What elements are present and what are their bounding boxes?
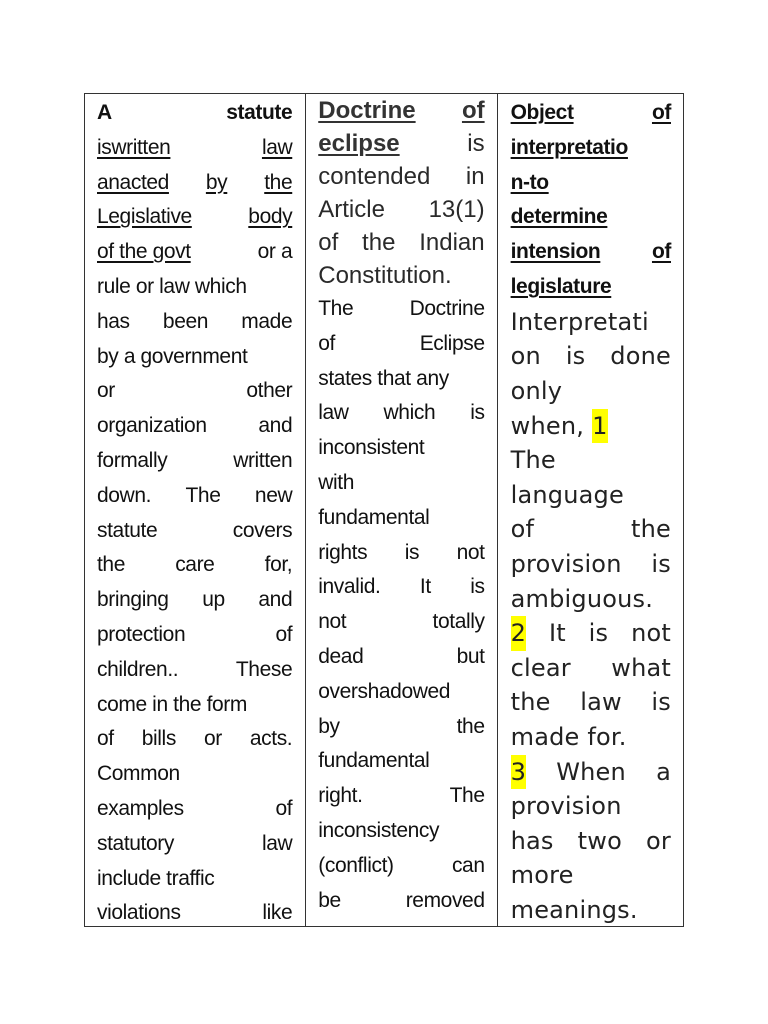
line <box>318 259 484 292</box>
body-text: rule or law which <box>97 274 247 298</box>
line <box>318 849 484 884</box>
line <box>318 744 484 779</box>
doctrine-intro <box>318 94 484 292</box>
line <box>511 512 671 547</box>
body-text: meanings. <box>510 895 638 924</box>
body-word: of <box>510 515 535 544</box>
heading-word: of <box>461 97 485 124</box>
line <box>318 160 484 193</box>
body-word: of <box>318 331 335 355</box>
body-word: made <box>241 309 293 333</box>
interpretation-heading <box>511 94 671 305</box>
line <box>511 200 671 235</box>
body-word: right. <box>318 784 363 808</box>
line <box>511 685 671 720</box>
body-text: fundamental <box>318 505 430 529</box>
line <box>97 653 292 688</box>
body-word: Doctrine <box>409 297 485 320</box>
definition-word: law <box>261 135 293 159</box>
heading-word: Doctrine <box>318 97 416 124</box>
heading-word: statute <box>226 101 293 124</box>
intro-word: the <box>362 229 396 256</box>
body-word: other <box>246 379 293 403</box>
line <box>318 640 484 675</box>
interpretation-body <box>511 305 671 926</box>
intro-word: Indian <box>419 229 485 256</box>
heading-word: of <box>651 101 671 124</box>
definition-word: Legislative <box>97 205 192 229</box>
line <box>511 235 671 270</box>
line <box>511 374 671 409</box>
body-word: and <box>258 588 293 612</box>
line <box>511 166 671 201</box>
line <box>318 779 484 814</box>
body-word: which <box>383 401 436 425</box>
line <box>318 327 484 362</box>
body-text: inconsistency <box>318 818 440 842</box>
line <box>318 814 484 849</box>
body-word: violations <box>97 901 181 925</box>
body-word: of <box>97 727 114 751</box>
line <box>318 292 484 327</box>
line <box>97 862 292 897</box>
body-text: fundamental <box>318 749 430 773</box>
cell-doctrine-of-eclipse <box>305 94 496 926</box>
body-word: statute <box>97 518 158 542</box>
body-word: the <box>97 553 125 577</box>
line <box>511 547 671 582</box>
line <box>318 396 484 431</box>
body-word: what <box>611 653 671 682</box>
body-word: law <box>318 401 349 425</box>
body-text: Interpretati <box>510 307 649 336</box>
body-word: or <box>97 379 115 403</box>
line <box>318 570 484 605</box>
highlighted-number-1: 1 <box>592 409 607 444</box>
body-word: of <box>275 796 293 820</box>
line <box>511 858 671 893</box>
line <box>97 305 292 340</box>
line <box>97 827 292 862</box>
body-word: the <box>456 714 485 738</box>
body-word: is <box>651 549 671 578</box>
body-word: new <box>254 483 293 507</box>
body-word: is <box>565 342 586 371</box>
body-word: examples <box>97 796 184 820</box>
line <box>318 226 484 259</box>
body-word: not <box>631 619 671 648</box>
line <box>511 789 671 824</box>
body-text: overshadowed <box>318 679 451 703</box>
body-word: When <box>556 757 626 786</box>
body-word: the <box>631 515 671 544</box>
line <box>318 501 484 536</box>
body-text: come in the form <box>97 692 247 716</box>
line <box>511 305 671 340</box>
line <box>318 884 484 919</box>
intro-word: 13(1) <box>428 196 485 223</box>
line <box>97 409 292 444</box>
intro-word: Constitution. <box>318 262 452 289</box>
body-word: These <box>235 657 293 681</box>
line <box>318 605 484 640</box>
line <box>318 431 484 466</box>
body-word: or <box>203 727 222 751</box>
body-word: invalid. <box>318 575 381 599</box>
body-word: formally <box>97 448 168 472</box>
heading-word: of <box>651 240 671 264</box>
body-word: like <box>262 901 293 925</box>
body-word: statutory <box>97 831 174 855</box>
definition-word: the <box>264 170 293 194</box>
definition-word: iswritten <box>97 135 171 159</box>
body-text: Common <box>97 762 180 786</box>
line <box>97 340 292 375</box>
line <box>318 193 484 226</box>
body-word: totally <box>432 610 485 634</box>
body-text: The <box>510 446 556 475</box>
body-word: The <box>318 297 354 320</box>
body-word: (conflict) <box>318 853 394 877</box>
line <box>318 466 484 501</box>
body-text: only <box>510 376 563 405</box>
body-text: language <box>510 480 624 509</box>
line <box>97 131 292 166</box>
cell-object-of-interpretation <box>497 94 683 926</box>
body-text: include traffic <box>97 866 215 890</box>
line <box>318 94 484 127</box>
body-word: The <box>185 483 221 507</box>
line <box>97 514 292 549</box>
body-word: written <box>233 448 293 472</box>
heading-word: legislature <box>510 274 612 298</box>
line <box>97 270 292 305</box>
highlighted-number-3: 3 <box>511 755 526 790</box>
line <box>97 757 292 792</box>
body-word: not <box>318 610 347 634</box>
intro-word: is <box>467 130 485 157</box>
body-word: It <box>419 575 431 599</box>
line <box>511 339 671 374</box>
body-word: up <box>202 588 225 612</box>
line <box>318 675 484 710</box>
line <box>511 443 671 478</box>
body-text: by a government <box>97 344 248 368</box>
body-word: down. <box>97 483 152 507</box>
line <box>511 270 671 305</box>
line <box>511 409 671 444</box>
body-word: care <box>175 553 215 577</box>
line <box>318 127 484 160</box>
body-word: when, <box>510 411 585 440</box>
intro-word: Article <box>318 196 385 223</box>
body-word: children.. <box>97 657 179 681</box>
line <box>511 478 671 513</box>
body-word: for, <box>264 553 293 577</box>
line <box>97 96 292 131</box>
body-word: been <box>162 309 209 333</box>
body-word: is <box>470 575 485 599</box>
body-text: more <box>510 861 574 890</box>
line <box>97 374 292 409</box>
line <box>97 479 292 514</box>
line <box>511 893 671 926</box>
three-column-table <box>84 93 684 927</box>
body-word: on <box>510 342 541 371</box>
body-word: or <box>646 826 671 855</box>
line <box>97 548 292 583</box>
line <box>97 688 292 723</box>
body-text: ambiguous. <box>510 584 654 613</box>
body-word: protection <box>97 622 186 646</box>
intro-word: contended <box>318 163 431 190</box>
line <box>97 166 292 201</box>
heading-word: eclipse <box>318 130 400 157</box>
body-text: made for. <box>510 722 627 751</box>
line <box>97 722 292 757</box>
intro-word: of <box>318 229 339 256</box>
body-text: provision <box>510 792 622 821</box>
body-word: is <box>651 688 671 717</box>
heading-word: determine <box>510 205 608 229</box>
line <box>511 131 671 166</box>
cell-statute <box>85 94 305 926</box>
line <box>318 536 484 571</box>
definition-word: by <box>205 170 228 194</box>
heading-word: intension <box>510 240 601 264</box>
line <box>511 96 671 131</box>
body-word: removed <box>405 888 485 912</box>
doctrine-body <box>318 292 484 918</box>
line <box>97 896 292 926</box>
line <box>511 582 671 617</box>
definition-word: of the govt <box>97 240 191 264</box>
line <box>511 651 671 686</box>
body-word: but <box>456 644 485 668</box>
body-text: inconsistent <box>318 436 425 460</box>
heading-word: n-to <box>510 170 549 194</box>
line <box>511 824 671 859</box>
body-word: law <box>261 831 293 855</box>
intro-word: in <box>465 163 485 190</box>
body-word: by <box>318 714 340 738</box>
body-word: Eclipse <box>419 331 485 355</box>
body-word: rights <box>318 540 368 564</box>
definition-word: body <box>248 205 293 229</box>
line <box>511 720 671 755</box>
body-word: or a <box>257 240 293 264</box>
body-text: with <box>318 470 354 494</box>
body-word: done <box>610 342 671 371</box>
line <box>511 755 671 790</box>
body-word: provision <box>510 549 622 578</box>
body-word: It <box>548 619 566 648</box>
body-word: organization <box>97 414 207 438</box>
body-word: is <box>404 540 420 564</box>
line <box>318 710 484 745</box>
body-word: dead <box>318 644 364 668</box>
body-word: bringing <box>97 588 169 612</box>
line <box>318 362 484 397</box>
body-word: two <box>577 826 622 855</box>
body-text: states that any <box>318 366 449 390</box>
body-word: The <box>449 784 485 808</box>
body-word: of <box>275 622 293 646</box>
body-word: and <box>258 414 293 438</box>
body-word: a <box>656 757 671 786</box>
line <box>97 618 292 653</box>
heading-word: A <box>97 101 112 124</box>
line <box>97 792 292 827</box>
line <box>97 235 292 270</box>
body-word: has <box>97 309 130 333</box>
body-word: covers <box>232 518 293 542</box>
body-word: has <box>510 826 554 855</box>
body-word: is <box>588 619 609 648</box>
definition-word: anacted <box>97 170 169 194</box>
body-word: be <box>318 888 341 912</box>
body-word: acts. <box>249 727 293 751</box>
body-word: bills <box>141 727 176 751</box>
highlighted-number-2: 2 <box>511 616 526 651</box>
body-word: clear <box>510 653 571 682</box>
heading-word: Object <box>510 101 574 124</box>
body-word: law <box>580 688 622 717</box>
body-word: is <box>470 401 485 425</box>
line <box>97 583 292 618</box>
body-word: not <box>456 540 485 564</box>
body-word: the <box>510 688 551 717</box>
line <box>97 200 292 235</box>
heading-word: interpretatio <box>510 135 628 159</box>
body-word: can <box>451 853 485 877</box>
line <box>511 616 671 651</box>
line <box>97 444 292 479</box>
